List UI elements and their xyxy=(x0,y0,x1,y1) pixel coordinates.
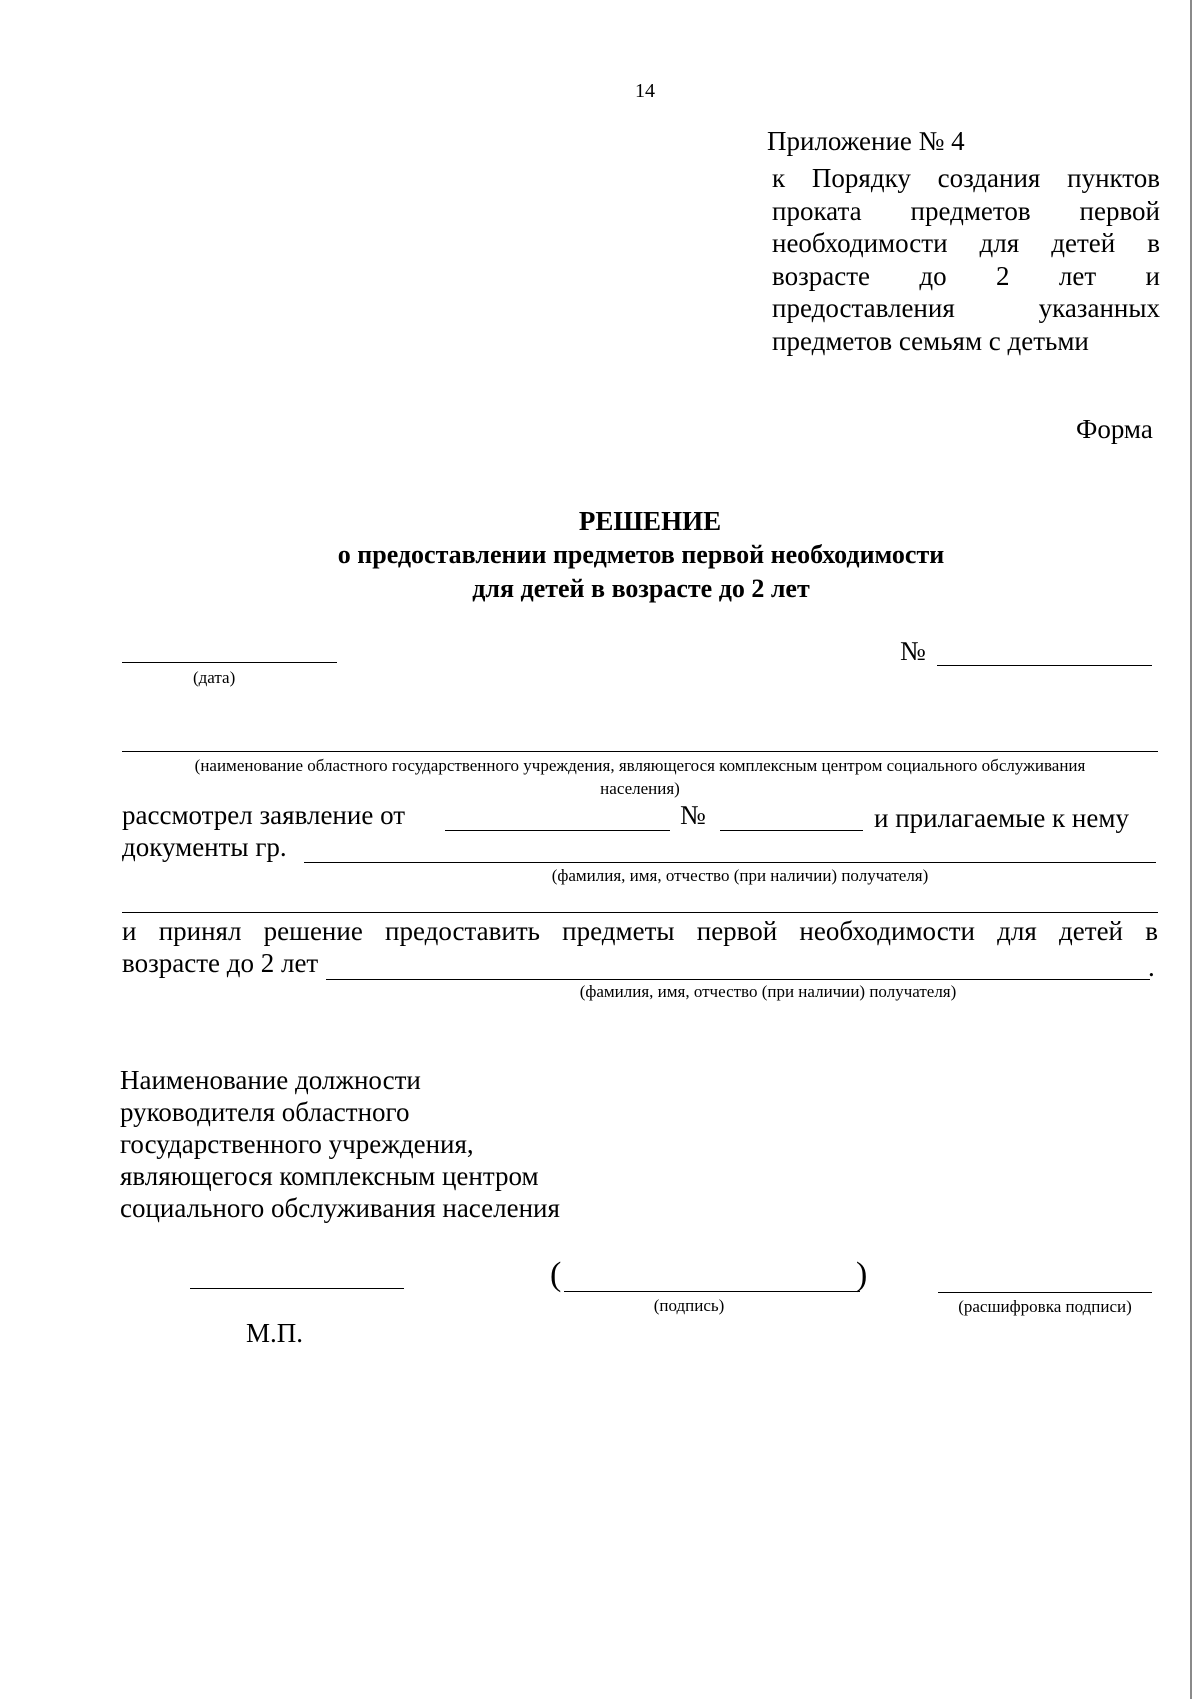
application-number-sign: № xyxy=(680,800,706,830)
signature-decoding-caption: (расшифровка подписи) xyxy=(958,1297,1132,1316)
position-signature-line xyxy=(190,1288,404,1289)
documents-prefix: документы гр. xyxy=(122,832,287,862)
institution-caption-line-1: (наименование областного государственного учреждения, являющегося комплексным центром социального обслуживания xyxy=(194,756,1086,775)
application-date-line xyxy=(445,830,670,831)
position-line-1: Наименование должности xyxy=(120,1065,421,1095)
position-line-4: являющегося комплексным центром xyxy=(120,1161,539,1191)
decision-end-mark: . xyxy=(1148,952,1155,982)
document-subtitle-line-1: о предоставлении предметов первой необходимости xyxy=(337,540,945,569)
date-caption: (дата) xyxy=(193,668,236,687)
institution-caption-line-2: населения) xyxy=(600,779,680,798)
reviewed-prefix: рассмотрел заявление от xyxy=(122,800,406,830)
reviewed-suffix: и прилагаемые к нему xyxy=(874,803,1129,833)
date-line xyxy=(122,662,337,663)
signature-line xyxy=(564,1291,860,1292)
recipient-caption: (фамилия, имя, отчество (при наличии) получателя) xyxy=(551,866,929,885)
decision-recipient-line xyxy=(326,979,1150,980)
signature-paren-open: ( xyxy=(550,1256,562,1293)
position-line-3: государственного учреждения, xyxy=(120,1129,474,1159)
signature-paren-close: ) xyxy=(856,1256,868,1293)
decision-line-1: и принял решение предоставить предметы первой необходимости для детей в xyxy=(122,916,1158,946)
document-subtitle-line-2: для детей в возрасте до 2 лет xyxy=(472,574,810,603)
institution-line xyxy=(122,751,1158,752)
appendix-title: Приложение № 4 xyxy=(767,126,965,156)
decision-line-2-prefix: возрасте до 2 лет xyxy=(122,948,319,978)
signature-caption: (подпись) xyxy=(653,1296,725,1315)
documents-recipient-line xyxy=(304,862,1156,863)
form-label: Форма xyxy=(1076,414,1153,444)
number-line xyxy=(937,665,1152,666)
recipient-extra-line xyxy=(122,912,1158,913)
position-line-2: руководителя областного xyxy=(120,1097,410,1127)
recipient-caption-2: (фамилия, имя, отчество (при наличии) получателя) xyxy=(579,982,957,1001)
number-sign: № xyxy=(900,636,926,666)
position-line-5: социального обслуживания населения xyxy=(120,1193,560,1223)
application-number-line xyxy=(720,830,863,831)
page-number: 14 xyxy=(635,80,655,102)
page-edge xyxy=(1190,0,1192,1699)
document-title: РЕШЕНИЕ xyxy=(578,506,722,536)
seal-label: М.П. xyxy=(246,1318,304,1348)
signature-decoding-line xyxy=(938,1292,1152,1293)
appendix-text: к Порядку создания пунктов проката предметов первой необходимости для детей в возрасте до 2 лет и предоставления указанных предметов семьям с детьми xyxy=(772,163,1160,356)
